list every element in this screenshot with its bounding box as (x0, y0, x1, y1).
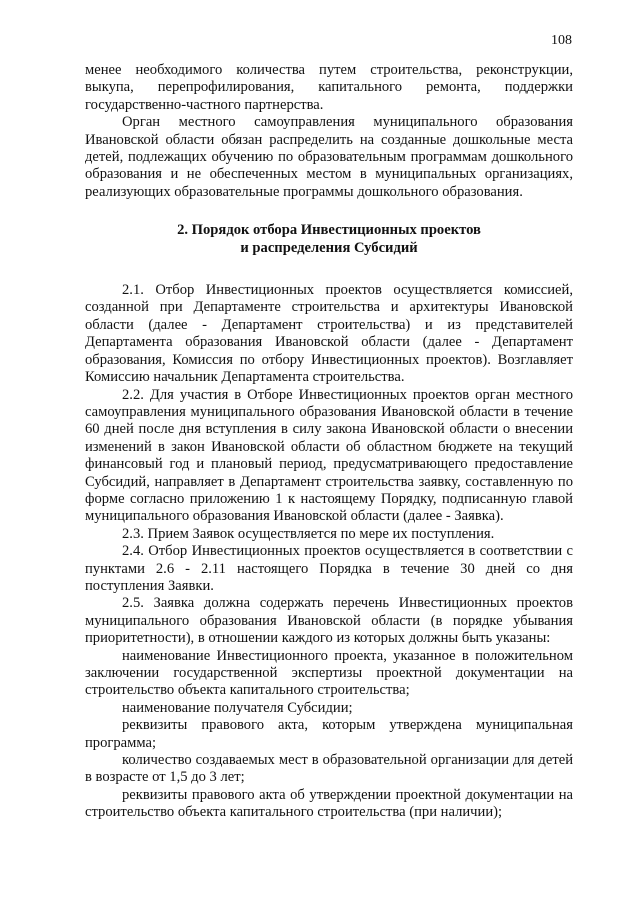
clause-2-3: 2.3. Прием Заявок осуществляется по мере их поступления. (122, 525, 495, 542)
list-item: реквизиты правового акта об утверждении проектной документации на строительство объекта капитального строительства (при наличии); (85, 786, 573, 821)
list-item: реквизиты правового акта, которым утверждена муниципальная программа; (85, 717, 573, 751)
list-item: наименование Инвестиционного проекта, указанное в положительном заключении государственной экспертизы проектной документации на строительство объекта капитального строительства; (85, 647, 573, 699)
section-heading (85, 222, 573, 257)
clause-2-1: 2.1. Отбор Инвестиционных проектов осуществляется комиссией, созданной при Департаменте строительства и архитектуры Ивановской области (далее - Департамент строительства) и из представителей Департамента образования Ивановской области (далее - Департамент образования, Комиссия по отбору Инвестиционных проектов). Возглавляет Комиссию начальник Департамента строительства. (85, 282, 573, 386)
clause-2-4: 2.4. Отбор Инвестиционных проектов осуществляется в соответствии с пунктами 2.6 - 2.11 настоящего Порядка в течение 30 дней со дня поступления Заявки. (85, 543, 573, 594)
document-body (85, 62, 573, 822)
body-paragraph: Орган местного самоуправления муниципального образования Ивановской области обязан распределить на созданные дошкольные места детей, подлежащих обучению по образовательным программам дошкольного образования и не обеспеченных местом в муниципальных организациях, реализующих образовательные программы дошкольного образования. (85, 114, 573, 200)
page-number: 108 (551, 33, 572, 48)
section-heading-line: и распределения Субсидий (240, 239, 418, 256)
clause-2-5: 2.5. Заявка должна содержать перечень Инвестиционных проектов муниципального образования Ивановской области (в порядке убывания приоритетности), в отношении каждого из которых должны быть указаны: (85, 595, 573, 647)
body-paragraph: менее необходимого количества путем строительства, реконструкции, выкупа, перепрофилирования, капитального ремонта, поддержки государственно-частного партнерства. (85, 62, 573, 113)
list-item: наименование получателя Субсидии; (122, 699, 353, 716)
clause-2-2: 2.2. Для участия в Отборе Инвестиционных проектов орган местного самоуправления муниципального образования Ивановской области в течение 60 дней после дня вступления в силу закона Ивановской области о внесении изменений в закон Ивановской области об областном бюджете на текущий финансовый год и плановый период, предусматривающего предоставление Субсидий, направляет в Департамент строительства заявку, составленную по форме согласно приложению 1 к настоящему Порядку, подписанную главой муниципального образования Ивановской области (далее - Заявка). (85, 386, 573, 525)
list-item: количество создаваемых мест в образовательной организации для детей в возрасте от 1,5 до 3 лет; (85, 752, 573, 786)
section-heading-line: 2. Порядок отбора Инвестиционных проектов (177, 222, 481, 239)
